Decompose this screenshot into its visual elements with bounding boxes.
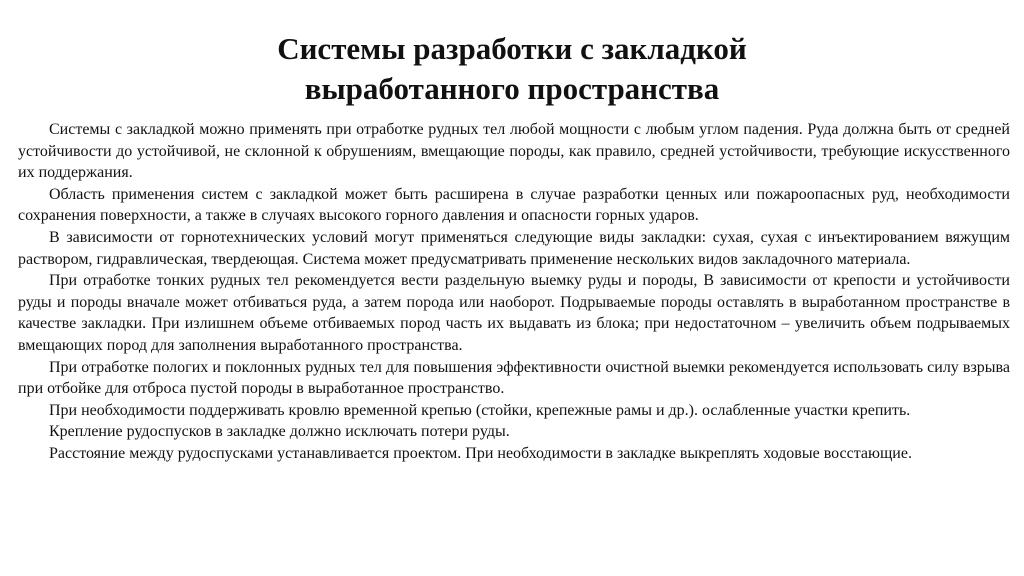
title-line-2: выработанного пространства bbox=[304, 70, 720, 106]
paragraph-3: В зависимости от горнотехнических условий могут применяться следующие виды закладки: сухая, сухая с инъектированием вяжущим раствором, гидравлическая, твердеющая. Система может предусматривать применение нескольких видов закладочного материала. bbox=[18, 228, 1010, 268]
paragraph-6: При необходимости поддерживать кровлю временной крепью (стойки, крепежные рамы и др.). ослабленные участки крепить. bbox=[49, 401, 911, 419]
paragraph-4: При отработке тонких рудных тел рекомендуется вести раздельную выемку руды и породы, В зависимости от крепости и устойчивости руды и породы вначале может отбиваться руда, а затем порода или наоборот. Подрываемые породы оставлять в выработанном пространстве в качестве закладки. При излишнем объеме отбиваемых пород часть их выдавать из блока; при недостаточном – увеличить объем подрываемых вмещающих пород для заполнения выработанного пространства. bbox=[18, 272, 1010, 354]
paragraph-1: Системы с закладкой можно применять при отработке рудных тел любой мощности с любым углом падения. Руда должна быть от средней устойчивости до устойчивой, не склонной к обрушениям, вмещающие породы, как правило, средней устойчивости, требующие искусственного их поддержания. bbox=[18, 121, 1010, 182]
slide-title bbox=[0, 29, 1024, 109]
title-line-1: Системы разработки с закладкой bbox=[277, 30, 747, 66]
paragraph-7: Крепление рудоспусков в закладке должно исключать потери руды. bbox=[49, 423, 510, 441]
paragraph-8: Расстояние между рудоспусками устанавливается проектом. При необходимости в закладке выкреплять ходовые восстающие. bbox=[49, 444, 912, 462]
paragraph-5: При отработке пологих и поклонных рудных тел для повышения эффективности очистной выемки рекомендуется использовать силу взрыва при отбойке для отброса пустой породы в выработанное пространство. bbox=[18, 358, 1010, 398]
paragraph-2: Область применения систем с закладкой может быть расширена в случае разработки ценных или пожароопасных руд, необходимости сохранения поверхности, а также в случаях высокого горного давления и опасности горных ударов. bbox=[18, 185, 1010, 225]
body-text bbox=[18, 119, 1010, 465]
